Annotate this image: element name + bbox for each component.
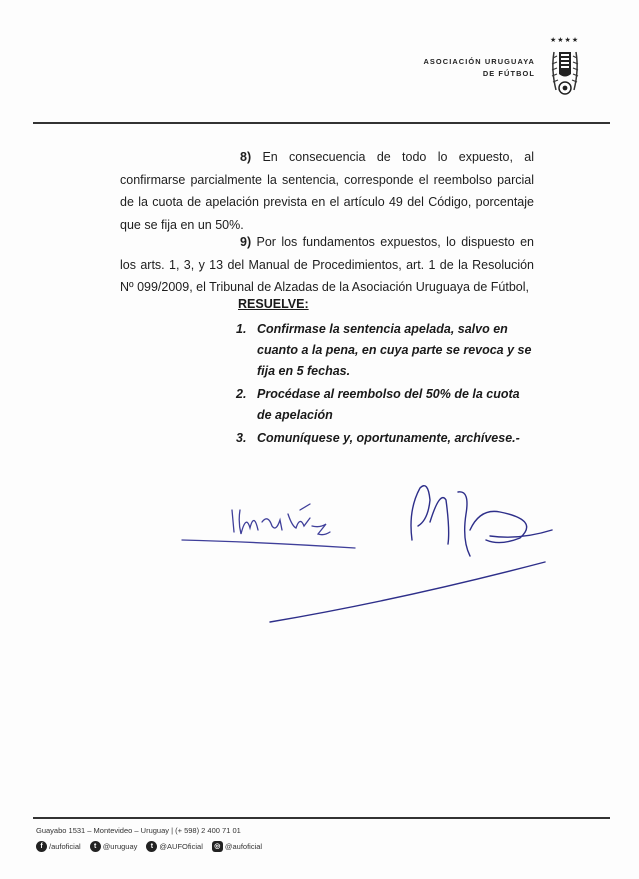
facebook-icon: f xyxy=(36,841,47,852)
footer-divider xyxy=(33,817,610,819)
resolution-number: 1. xyxy=(236,322,247,336)
signatures xyxy=(0,470,639,640)
social-label: @AUFOficial xyxy=(159,842,203,851)
auf-crest-logo xyxy=(550,46,580,98)
resolution-text: Comuníquese y, oportunamente, archívese.- xyxy=(257,431,520,445)
resolution-item xyxy=(236,428,536,449)
organization-name xyxy=(423,56,535,80)
org-name-line2: DE FÚTBOL xyxy=(482,69,535,78)
paragraph-8-number: 8) xyxy=(240,150,252,164)
crest-stars: ★★★★ xyxy=(550,37,580,44)
social-facebook[interactable] xyxy=(36,841,81,852)
footer-social xyxy=(36,841,262,852)
twitter-icon: t xyxy=(90,841,101,852)
instagram-icon: ◎ xyxy=(212,841,223,852)
signature-right xyxy=(270,486,552,622)
social-label: /aufoficial xyxy=(49,842,81,851)
social-label: @aufoficial xyxy=(224,842,263,851)
resolution-number: 3. xyxy=(236,431,247,445)
resuelve-heading: RESUELVE: xyxy=(238,297,309,311)
social-label: @uruguay xyxy=(102,842,138,851)
resolution-number: 2. xyxy=(236,387,247,401)
footer-address: Guayabo 1531 – Montevideo – Uruguay | (+ 598) 2 400 71 01 xyxy=(36,826,241,835)
paragraph-9-number: 9) xyxy=(240,235,252,249)
paragraph-8 xyxy=(120,146,534,236)
org-name-line1: ASOCIACIÓN URUGUAYA xyxy=(423,57,535,66)
resolution-text: Procédase al reembolso del 50% de la cuota de apelación xyxy=(257,387,520,422)
resolution-item xyxy=(236,319,536,382)
social-twitter-uruguay[interactable] xyxy=(90,841,138,852)
paragraph-9 xyxy=(120,231,534,299)
resolution-item xyxy=(236,384,536,426)
paragraph-8-text: En consecuencia de todo lo expuesto, al confirmarse parcialmente la sentencia, corresponde el reembolso parcial de la cuota de apelación prevista en el artículo 49 del Código, porcentaje que se fija en un 50%. xyxy=(120,150,534,232)
twitter-icon: t xyxy=(146,841,157,852)
header-divider xyxy=(33,122,610,124)
social-instagram[interactable] xyxy=(212,841,262,852)
paragraph-9-text: Por los fundamentos expuestos, lo dispuesto en los arts. 1, 3, y 13 del Manual de Procedimientos, art. 1 de la Resolución Nº 099/2009, el Tribunal de Alzadas de la Asociación Uruguaya de Fútbol, xyxy=(120,235,534,294)
resolution-text: Confirmase la sentencia apelada, salvo en cuanto a la pena, en cuya parte se revoca y se fija en 5 fechas. xyxy=(257,322,532,378)
social-twitter-auf[interactable] xyxy=(146,841,202,852)
signature-left xyxy=(182,504,355,548)
